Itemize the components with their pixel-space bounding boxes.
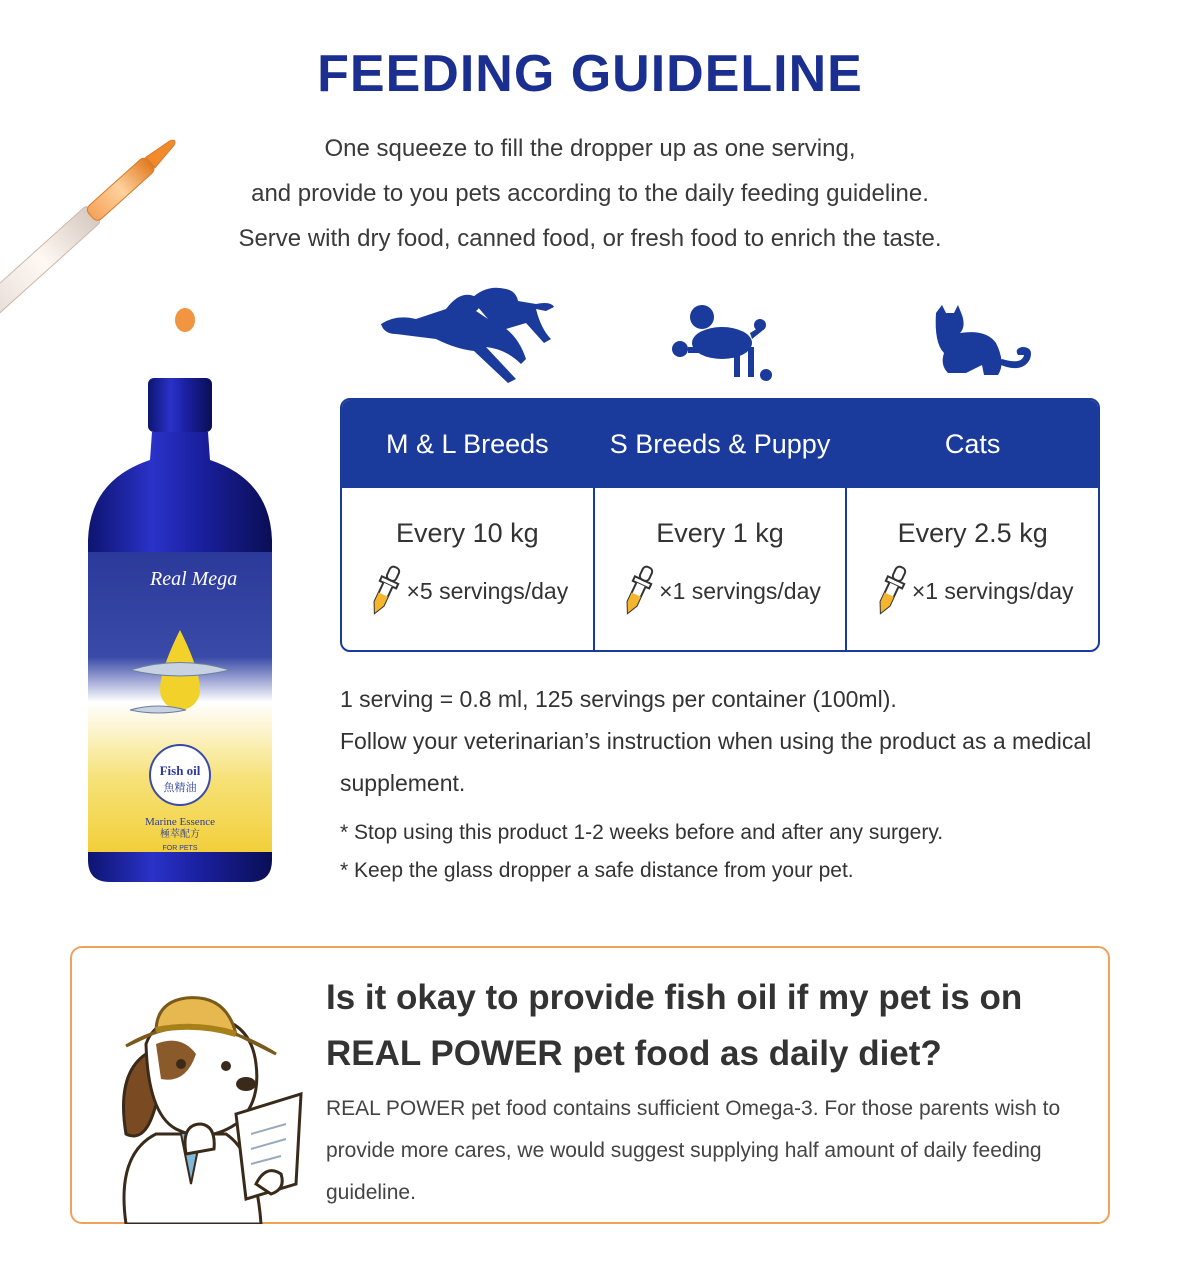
table-column-cats (847, 400, 1098, 650)
page-title: FEEDING GUIDELINE (317, 45, 863, 103)
dropper-icon (619, 563, 657, 619)
warning-item: * Stop using this product 1-2 weeks before and after any surgery. (340, 821, 944, 844)
column-body (342, 488, 593, 650)
serving-row (366, 563, 568, 619)
serving-row (619, 563, 821, 619)
cat-icon (926, 303, 1036, 379)
intro-line: and provide to you pets according to the daily feeding guideline. (251, 180, 929, 207)
servings-label: ×1 servings/day (659, 577, 821, 604)
feeding-table (340, 398, 1100, 652)
warning-item: * Keep the glass dropper a safe distance from your pet. (340, 859, 854, 882)
weight-label: Every 1 kg (656, 518, 784, 548)
servings-label: ×5 servings/day (406, 577, 569, 604)
usage-notes (340, 678, 1100, 890)
column-header: Cats (847, 400, 1098, 488)
vet-dog-illustration (86, 984, 316, 1224)
weight-label: Every 10 kg (396, 518, 539, 548)
jumping-dogs-icon (376, 279, 556, 389)
faq-box (70, 946, 1110, 1224)
bottle-brand: Real Mega (150, 568, 238, 590)
vet-instruction: Follow your veterinarian’s instruction when using the product as a medical supplement. (340, 728, 1092, 796)
poodle-icon (670, 303, 780, 385)
bottle-product: Fish oil (159, 763, 201, 778)
intro-line: Serve with dry food, canned food, or fresh food to enrich the taste. (238, 225, 942, 252)
fish-oil-bottle-image (80, 370, 280, 890)
table-column-s-breeds-puppy (595, 400, 848, 650)
glass-dropper-image (0, 120, 220, 340)
bottle-product-cn: 魚精油 (163, 781, 197, 794)
column-header: S Breeds & Puppy (595, 400, 846, 488)
serving-info: 1 serving = 0.8 ml, 125 servings per container (100ml). (340, 686, 897, 712)
faq-answer: REAL POWER pet food contains sufficient Omega-3. For those parents wish to provide more cares, we would suggest supplying half amount of daily feeding guideline. (326, 1097, 1061, 1204)
column-body (847, 488, 1098, 650)
bottle-line: Marine Essence (145, 816, 215, 828)
bottle-line-cn: 極萃配方 (160, 829, 200, 840)
dropper-icon (366, 563, 404, 619)
faq-question: Is it okay to provide fish oil if my pet is on REAL POWER pet food as daily diet? (326, 978, 1023, 1073)
bottle-tag: FOR PETS (162, 845, 198, 852)
warning-list (340, 814, 1100, 890)
table-column-ml-breeds (342, 400, 595, 650)
dropper-icon (872, 563, 910, 619)
weight-label: Every 2.5 kg (897, 518, 1048, 548)
servings-label: ×1 servings/day (911, 577, 1074, 604)
column-body (595, 488, 846, 650)
serving-row (872, 563, 1074, 619)
pet-silhouettes (340, 275, 1100, 395)
intro-line: One squeeze to fill the dropper up as one serving, (324, 135, 856, 162)
column-header: M & L Breeds (342, 400, 593, 488)
